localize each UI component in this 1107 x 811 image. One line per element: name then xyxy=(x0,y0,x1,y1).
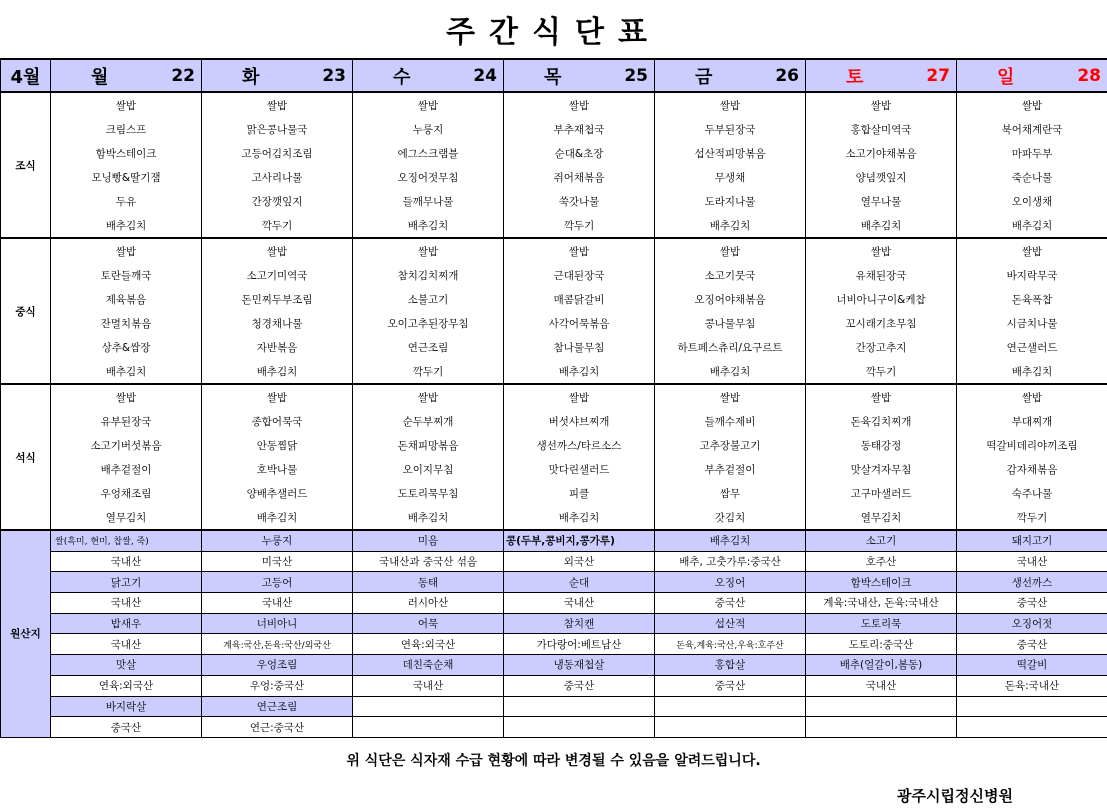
menu-row xyxy=(1,433,1107,457)
menu-cell: 호박나물 xyxy=(202,457,353,481)
menu-cell: 오징어젓무침 xyxy=(353,165,504,189)
origin-cell: 배추, 고춧가루:중국산 xyxy=(655,551,806,572)
origin-cell xyxy=(957,696,1107,717)
menu-cell: 쌀밥 xyxy=(353,238,504,263)
menu-cell: 간장고추지 xyxy=(806,335,957,359)
menu-cell: 맛다린샐러드 xyxy=(504,457,655,481)
day-header xyxy=(655,60,805,91)
menu-cell: 배추김치 xyxy=(957,359,1107,384)
menu-cell: 도토리묵무침 xyxy=(353,481,504,505)
origin-cell xyxy=(353,717,504,738)
origin-cell: 생선까스 xyxy=(957,572,1107,593)
menu-cell: 배추김치 xyxy=(51,359,202,384)
origin-cell: 돼지고기 xyxy=(957,530,1107,551)
menu-cell: 부대찌개 xyxy=(957,409,1107,433)
menu-cell: 참치김치찌개 xyxy=(353,263,504,287)
menu-cell: 오이생채 xyxy=(957,189,1107,213)
day-name: 목 xyxy=(544,66,562,88)
menu-row xyxy=(1,335,1107,359)
origin-cell: 중국산 xyxy=(504,675,655,696)
menu-cell: 소고기버섯볶음 xyxy=(51,433,202,457)
menu-cell: 양배추샐러드 xyxy=(202,481,353,505)
origin-row xyxy=(1,530,1107,551)
origin-row xyxy=(1,696,1107,717)
origin-cell xyxy=(806,717,957,738)
menu-cell: 시금치나물 xyxy=(957,311,1107,335)
menu-cell: 쌀밥 xyxy=(504,384,655,409)
menu-cell: 쌀밥 xyxy=(655,384,806,409)
day-date: 22 xyxy=(171,65,195,86)
origin-cell: 쌀(흑미, 현미, 찹쌀, 죽) xyxy=(51,530,202,551)
menu-cell: 쌀밥 xyxy=(655,238,806,263)
menu-cell: 고등어김치조림 xyxy=(202,141,353,165)
origin-cell: 연육:외국산 xyxy=(51,675,202,696)
origin-label: 원산지 xyxy=(1,530,51,737)
weekly-menu-table xyxy=(0,58,1107,738)
menu-cell: 연근샐러드 xyxy=(957,335,1107,359)
origin-cell: 고등어 xyxy=(202,572,353,593)
menu-cell: 돈육김치찌개 xyxy=(806,409,957,433)
menu-cell: 돈육폭찹 xyxy=(957,287,1107,311)
menu-cell: 오징어야채볶음 xyxy=(655,287,806,311)
origin-cell: 외국산 xyxy=(504,551,655,572)
origin-row xyxy=(1,717,1107,738)
day-name: 금 xyxy=(695,66,713,88)
origin-cell: 국내산 xyxy=(957,551,1107,572)
origin-cell: 소고기 xyxy=(806,530,957,551)
menu-cell: 청경채나물 xyxy=(202,311,353,335)
menu-cell: 고구마샐러드 xyxy=(806,481,957,505)
menu-cell: 소불고기 xyxy=(353,287,504,311)
origin-cell: 오징어젓 xyxy=(957,613,1107,634)
origin-cell: 동태 xyxy=(353,572,504,593)
menu-row xyxy=(1,359,1107,384)
day-date: 24 xyxy=(473,65,497,86)
day-header xyxy=(806,60,956,91)
menu-cell: 소고기야채볶음 xyxy=(806,141,957,165)
menu-cell: 크림스프 xyxy=(51,117,202,141)
day-name: 토 xyxy=(846,66,864,88)
origin-cell: 데친죽순채 xyxy=(353,655,504,676)
menu-cell: 배추김치 xyxy=(353,213,504,238)
menu-cell: 배추김치 xyxy=(504,359,655,384)
origin-cell xyxy=(655,717,806,738)
menu-cell: 배추김치 xyxy=(655,213,806,238)
origin-cell: 국내산 xyxy=(353,675,504,696)
origin-cell xyxy=(806,696,957,717)
day-header xyxy=(51,60,201,91)
menu-cell: 숙주나물 xyxy=(957,481,1107,505)
menu-cell: 쌈무 xyxy=(655,481,806,505)
menu-cell: 쌀밥 xyxy=(957,384,1107,409)
menu-cell: 섭산적피망볶음 xyxy=(655,141,806,165)
origin-cell xyxy=(957,717,1107,738)
origin-cell: 참치캔 xyxy=(504,613,655,634)
menu-cell: 모닝빵&딸기잼 xyxy=(51,165,202,189)
day-header-cell xyxy=(353,59,504,92)
origin-cell: 중국산 xyxy=(957,634,1107,655)
menu-cell: 양념깻잎지 xyxy=(806,165,957,189)
origin-cell: 국내산 xyxy=(51,551,202,572)
hospital-name: 광주시립정신병원 xyxy=(897,786,1013,805)
menu-cell: 깍두기 xyxy=(504,213,655,238)
menu-row xyxy=(1,213,1107,238)
menu-cell: 쌀밥 xyxy=(806,384,957,409)
origin-cell: 닭고기 xyxy=(51,572,202,593)
origin-cell: 돈육,계육:국산,우육:호주산 xyxy=(655,634,806,655)
origin-cell: 홍합살 xyxy=(655,655,806,676)
menu-cell: 열무김치 xyxy=(806,505,957,530)
day-date: 26 xyxy=(775,65,799,86)
menu-cell: 죽순나물 xyxy=(957,165,1107,189)
origin-cell: 밥새우 xyxy=(51,613,202,634)
menu-cell: 참나물무침 xyxy=(504,335,655,359)
day-date: 28 xyxy=(1077,65,1101,86)
menu-cell: 자반볶음 xyxy=(202,335,353,359)
origin-cell: 국내산 xyxy=(504,593,655,614)
origin-row xyxy=(1,634,1107,655)
day-header-cell xyxy=(202,59,353,92)
day-header xyxy=(504,60,654,91)
day-header-cell xyxy=(51,59,202,92)
day-header-row xyxy=(1,59,1107,92)
menu-cell: 돈채피망볶음 xyxy=(353,433,504,457)
origin-cell: 우엉:중국산 xyxy=(202,675,353,696)
origin-row xyxy=(1,593,1107,614)
menu-cell: 쑥갓나물 xyxy=(504,189,655,213)
origin-row xyxy=(1,613,1107,634)
menu-cell: 쌀밥 xyxy=(957,238,1107,263)
menu-cell: 바지락무국 xyxy=(957,263,1107,287)
menu-cell: 깍두기 xyxy=(957,505,1107,530)
origin-cell: 러시아산 xyxy=(353,593,504,614)
menu-cell: 배추김치 xyxy=(51,213,202,238)
menu-cell: 깍두기 xyxy=(353,359,504,384)
menu-cell: 떡갈비데리야끼조림 xyxy=(957,433,1107,457)
meal-label: 조식 xyxy=(1,92,51,238)
menu-cell: 버섯샤브찌개 xyxy=(504,409,655,433)
origin-cell: 국내산 xyxy=(806,675,957,696)
menu-cell: 쌀밥 xyxy=(202,92,353,117)
day-name: 화 xyxy=(242,66,260,88)
origin-cell: 중국산 xyxy=(957,593,1107,614)
menu-cell: 쌀밥 xyxy=(504,92,655,117)
meal-label: 석식 xyxy=(1,384,51,530)
day-name: 월 xyxy=(91,66,109,88)
menu-cell: 유부된장국 xyxy=(51,409,202,433)
menu-row xyxy=(1,141,1107,165)
menu-cell: 배추김치 xyxy=(504,505,655,530)
menu-cell: 고사리나물 xyxy=(202,165,353,189)
menu-cell: 쌀밥 xyxy=(353,92,504,117)
origin-cell: 계육:국내산, 돈육:국내산 xyxy=(806,593,957,614)
origin-cell: 떡갈비 xyxy=(957,655,1107,676)
menu-cell: 쥐어채볶음 xyxy=(504,165,655,189)
menu-cell: 무생채 xyxy=(655,165,806,189)
month-cell: 4월 xyxy=(1,59,51,92)
menu-cell: 배추김치 xyxy=(202,359,353,384)
origin-cell: 도토리:중국산 xyxy=(806,634,957,655)
origin-row xyxy=(1,675,1107,696)
day-date: 27 xyxy=(926,65,950,86)
menu-cell: 마파두부 xyxy=(957,141,1107,165)
origin-cell: 중국산 xyxy=(655,675,806,696)
origin-cell: 미국산 xyxy=(202,551,353,572)
menu-cell: 고추장불고기 xyxy=(655,433,806,457)
menu-cell: 쌀밥 xyxy=(51,384,202,409)
menu-cell: 맑은콩나물국 xyxy=(202,117,353,141)
day-header-cell xyxy=(806,59,957,92)
menu-cell: 열무김치 xyxy=(51,505,202,530)
origin-cell xyxy=(655,696,806,717)
origin-cell: 콩(두부,콩비지,콩가루) xyxy=(504,530,655,551)
menu-cell: 콩나물무침 xyxy=(655,311,806,335)
menu-cell: 쌀밥 xyxy=(504,238,655,263)
menu-cell: 열무나물 xyxy=(806,189,957,213)
menu-cell: 오이지무침 xyxy=(353,457,504,481)
menu-cell: 갓김치 xyxy=(655,505,806,530)
menu-cell: 깍두기 xyxy=(202,213,353,238)
origin-cell: 누룽지 xyxy=(202,530,353,551)
notice-text: 위 식단은 식자재 수급 현황에 따라 변경될 수 있음을 알려드립니다. xyxy=(346,753,761,769)
origin-cell: 배추(얼갈이,봄동) xyxy=(806,655,957,676)
menu-cell: 두부된장국 xyxy=(655,117,806,141)
day-header-cell xyxy=(504,59,655,92)
menu-cell: 감자채볶음 xyxy=(957,457,1107,481)
origin-cell: 배추김치 xyxy=(655,530,806,551)
origin-row xyxy=(1,655,1107,676)
origin-cell: 도토리묵 xyxy=(806,613,957,634)
origin-row xyxy=(1,551,1107,572)
menu-cell: 생선까스/타르소스 xyxy=(504,433,655,457)
menu-row xyxy=(1,384,1107,409)
origin-cell: 가다랑어:베트남산 xyxy=(504,634,655,655)
menu-cell: 오이고추된장무침 xyxy=(353,311,504,335)
origin-cell: 중국산 xyxy=(655,593,806,614)
menu-cell: 쌀밥 xyxy=(806,238,957,263)
menu-row xyxy=(1,238,1107,263)
day-header xyxy=(957,60,1107,91)
menu-cell: 들깨무나물 xyxy=(353,189,504,213)
origin-cell: 국내산 xyxy=(51,634,202,655)
page-title: 주간식단표 xyxy=(446,15,661,50)
menu-cell: 잔멸치볶음 xyxy=(51,311,202,335)
menu-row xyxy=(1,165,1107,189)
origin-cell: 연육:외국산 xyxy=(353,634,504,655)
menu-cell: 쌀밥 xyxy=(655,92,806,117)
day-date: 23 xyxy=(322,65,346,86)
origin-cell xyxy=(504,717,655,738)
origin-cell: 미음 xyxy=(353,530,504,551)
menu-row xyxy=(1,92,1107,117)
day-header xyxy=(353,60,503,91)
day-date: 25 xyxy=(624,65,648,86)
origin-row xyxy=(1,572,1107,593)
origin-cell: 바지락살 xyxy=(51,696,202,717)
menu-cell: 사각어묵볶음 xyxy=(504,311,655,335)
menu-cell: 배추김치 xyxy=(655,359,806,384)
menu-cell: 함박스테이크 xyxy=(51,141,202,165)
menu-row xyxy=(1,311,1107,335)
origin-cell: 중국산 xyxy=(51,717,202,738)
menu-cell: 쌀밥 xyxy=(51,238,202,263)
menu-cell: 꼬시래기초무침 xyxy=(806,311,957,335)
menu-cell: 도라지나물 xyxy=(655,189,806,213)
menu-row xyxy=(1,409,1107,433)
origin-cell xyxy=(353,696,504,717)
menu-cell: 홍합살미역국 xyxy=(806,117,957,141)
menu-row xyxy=(1,263,1107,287)
meal-label: 중식 xyxy=(1,238,51,384)
menu-row xyxy=(1,287,1107,311)
origin-cell: 맛살 xyxy=(51,655,202,676)
day-name: 수 xyxy=(393,66,411,88)
menu-row xyxy=(1,189,1107,213)
origin-cell: 국내산과 중국산 섞음 xyxy=(353,551,504,572)
origin-cell: 우엉조림 xyxy=(202,655,353,676)
menu-cell: 에그스크램블 xyxy=(353,141,504,165)
menu-row xyxy=(1,457,1107,481)
menu-cell: 북어채계란국 xyxy=(957,117,1107,141)
menu-row xyxy=(1,117,1107,141)
origin-cell: 너비아니 xyxy=(202,613,353,634)
menu-cell: 제육볶음 xyxy=(51,287,202,311)
origin-cell: 돈육:국내산 xyxy=(957,675,1107,696)
menu-cell: 우엉채조림 xyxy=(51,481,202,505)
menu-cell: 동태강정 xyxy=(806,433,957,457)
day-name: 일 xyxy=(997,66,1015,88)
origin-cell: 연근조림 xyxy=(202,696,353,717)
menu-cell: 배추김치 xyxy=(806,213,957,238)
menu-cell: 토란들깨국 xyxy=(51,263,202,287)
menu-cell: 쌀밥 xyxy=(806,92,957,117)
menu-row xyxy=(1,481,1107,505)
menu-cell: 쌀밥 xyxy=(353,384,504,409)
menu-cell: 상추&쌈장 xyxy=(51,335,202,359)
menu-cell: 종합어묵국 xyxy=(202,409,353,433)
origin-cell: 오징어 xyxy=(655,572,806,593)
origin-cell xyxy=(504,696,655,717)
menu-cell: 근대된장국 xyxy=(504,263,655,287)
menu-cell: 배추김치 xyxy=(957,213,1107,238)
origin-cell: 어묵 xyxy=(353,613,504,634)
menu-cell: 하트페스츄리/요구르트 xyxy=(655,335,806,359)
menu-cell: 쌀밥 xyxy=(957,92,1107,117)
menu-cell: 매콤닭갈비 xyxy=(504,287,655,311)
menu-cell: 너비아니구이&케찹 xyxy=(806,287,957,311)
menu-cell: 깍두기 xyxy=(806,359,957,384)
origin-cell: 함박스테이크 xyxy=(806,572,957,593)
origin-cell: 국내산 xyxy=(51,593,202,614)
origin-cell: 국내산 xyxy=(202,593,353,614)
menu-cell: 부추겉절이 xyxy=(655,457,806,481)
menu-cell: 부추재첩국 xyxy=(504,117,655,141)
origin-cell: 순대 xyxy=(504,572,655,593)
origin-cell: 계육:국산,돈육:국산/외국산 xyxy=(202,634,353,655)
menu-cell: 피클 xyxy=(504,481,655,505)
menu-cell: 유채된장국 xyxy=(806,263,957,287)
day-header-cell xyxy=(655,59,806,92)
menu-cell: 배추겉절이 xyxy=(51,457,202,481)
menu-cell: 돈민찌두부조림 xyxy=(202,287,353,311)
menu-cell: 연근조림 xyxy=(353,335,504,359)
menu-cell: 소고기미역국 xyxy=(202,263,353,287)
menu-cell: 쌀밥 xyxy=(202,238,353,263)
menu-cell: 소고기뭇국 xyxy=(655,263,806,287)
menu-cell: 누룽지 xyxy=(353,117,504,141)
origin-cell: 호주산 xyxy=(806,551,957,572)
origin-cell: 연근:중국산 xyxy=(202,717,353,738)
menu-cell: 안동찜닭 xyxy=(202,433,353,457)
menu-cell: 쌀밥 xyxy=(51,92,202,117)
menu-cell: 들깨수제비 xyxy=(655,409,806,433)
menu-cell: 간장깻잎지 xyxy=(202,189,353,213)
day-header-cell xyxy=(957,59,1107,92)
menu-cell: 배추김치 xyxy=(353,505,504,530)
menu-cell: 맛살겨자무침 xyxy=(806,457,957,481)
origin-cell: 냉동재첩살 xyxy=(504,655,655,676)
menu-cell: 순두부찌개 xyxy=(353,409,504,433)
menu-cell: 쌀밥 xyxy=(202,384,353,409)
day-header xyxy=(202,60,352,91)
menu-cell: 순대&초장 xyxy=(504,141,655,165)
menu-row xyxy=(1,505,1107,530)
menu-cell: 두유 xyxy=(51,189,202,213)
menu-cell: 배추김치 xyxy=(202,505,353,530)
origin-cell: 섭산적 xyxy=(655,613,806,634)
